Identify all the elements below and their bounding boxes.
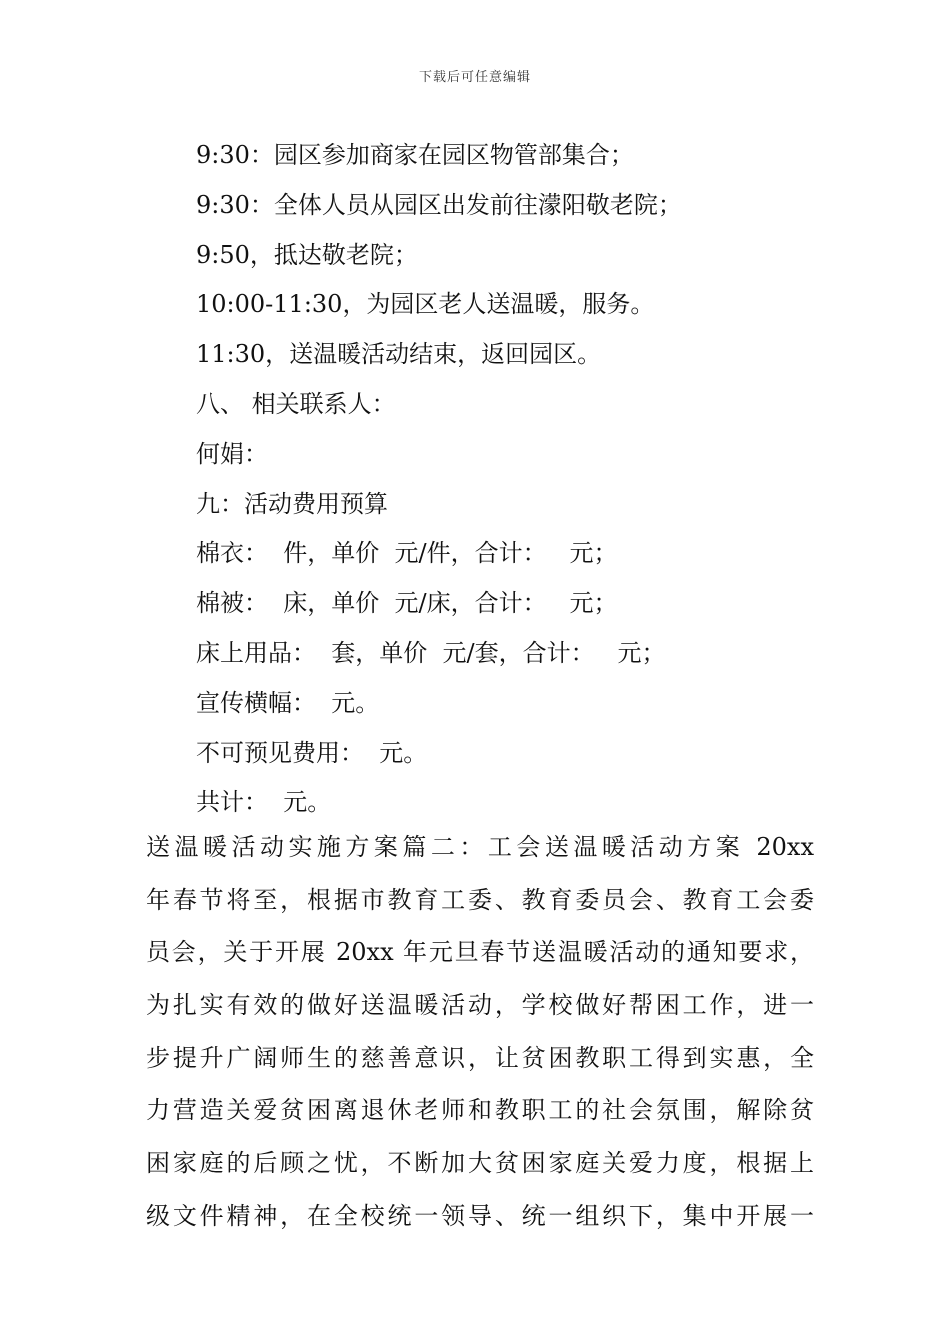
section-heading-budget: 九：活动费用预算 (196, 489, 388, 518)
paragraph-line: 为扎实有效的做好送温暖活动，学校做好帮困工作，进一 (146, 991, 814, 1020)
section-heading-contacts: 八、 相关联系人： (196, 389, 396, 418)
budget-line: 床上用品： 套，单价 元/套，合计： 元； (196, 638, 666, 667)
budget-line: 宣传横幅： 元。 (196, 688, 380, 717)
schedule-line: 9:50，抵达敬老院； (196, 240, 418, 269)
paragraph-line: 送温暖活动实施方案篇二：工会送温暖活动方案 20xx (146, 833, 814, 861)
schedule-line: 10:00-11:30，为园区老人送温暖，服务。 (196, 290, 655, 319)
paragraph-line: 力营造关爱贫困离退休老师和教职工的社会氛围，解除贫 (146, 1096, 814, 1125)
schedule-line: 11:30，送温暖活动结束，返回园区。 (196, 340, 602, 369)
paragraph-line: 年春节将至，根据市教育工委、教育委员会、教育工会委 (146, 885, 814, 914)
schedule-line: 9:30：全体人员从园区出发前往濛阳敬老院； (196, 190, 682, 219)
plan-two-paragraph (146, 821, 814, 1243)
budget-line: 棉被： 床，单价 元/床，合计： 元； (196, 589, 618, 618)
budget-total-line: 共计： 元。 (196, 788, 332, 817)
schedule-and-budget-section (196, 131, 836, 828)
schedule-line: 9:30：园区参加商家在园区物管部集合； (196, 141, 634, 169)
contact-line: 何娟： (196, 439, 268, 468)
paragraph-line: 员会，关于开展 20xx 年元旦春节送温暖活动的通知要求， (146, 938, 814, 967)
paragraph-line: 困家庭的后顾之忧，不断加大贫困家庭关爱力度，根据上 (146, 1149, 814, 1178)
paragraph-line: 级文件精神，在全校统一领导、统一组织下，集中开展一 (146, 1201, 814, 1230)
paragraph-line: 步提升广阔师生的慈善意识，让贫困教职工得到实惠，全 (146, 1043, 814, 1072)
budget-line: 棉衣： 件，单价 元/件，合计： 元； (196, 539, 618, 568)
page-header-note: 下载后可任意编辑 (418, 70, 531, 85)
budget-line: 不可预见费用： 元。 (196, 738, 428, 767)
